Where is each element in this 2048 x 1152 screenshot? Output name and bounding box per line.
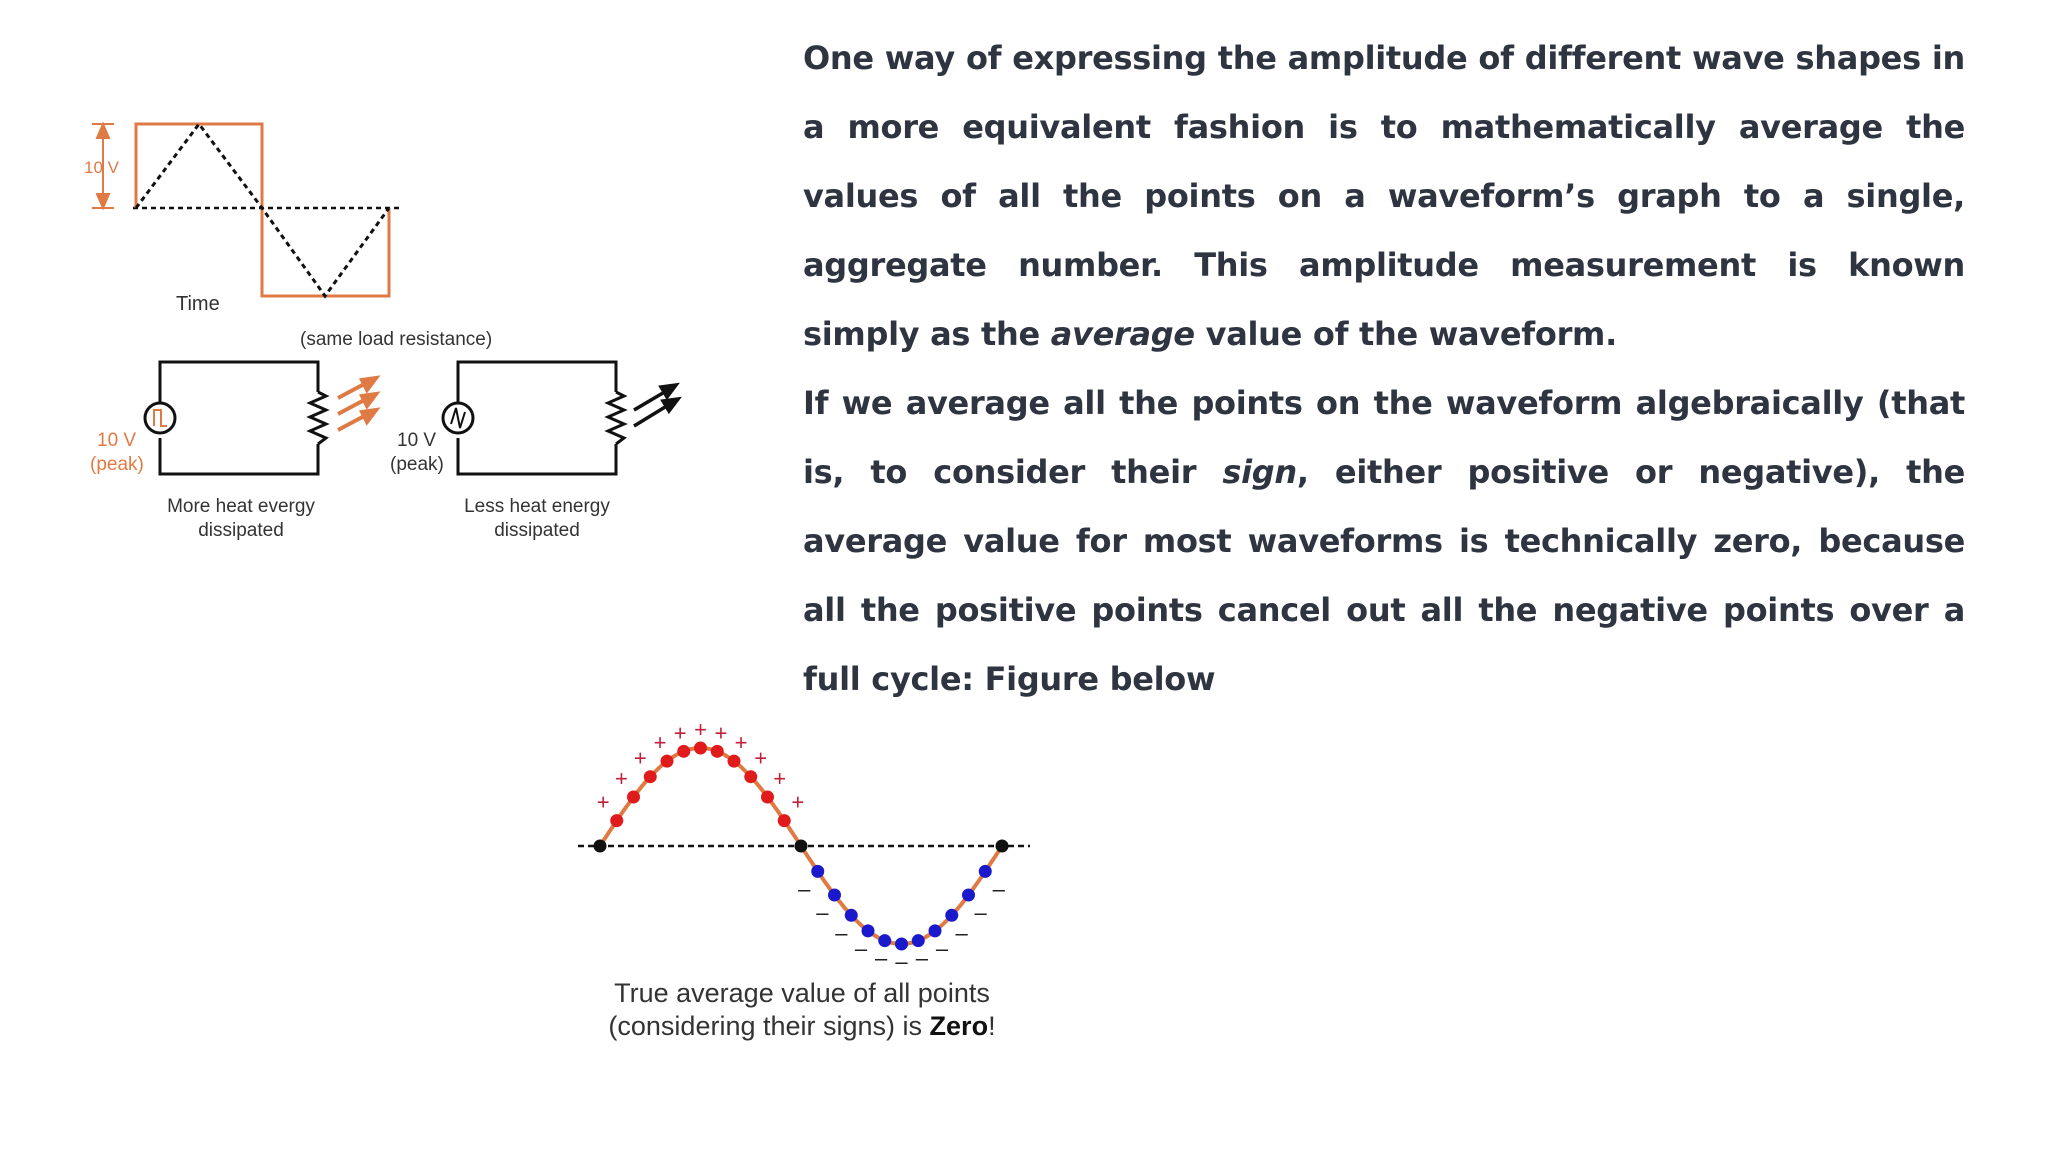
negative-point [962, 889, 975, 902]
minus-sign: – [935, 935, 949, 961]
plus-sign: + [791, 789, 805, 815]
positive-point [728, 755, 741, 768]
positive-point [644, 770, 657, 783]
positive-point [627, 791, 640, 804]
paragraph-average-definition [803, 24, 1965, 369]
sine-average-diagram [560, 700, 1060, 1060]
right-resistor-icon [608, 392, 624, 444]
right-source-peak: (peak) [390, 454, 444, 475]
paragraph-1-text-end: value of the waveform. [1194, 315, 1617, 353]
left-caption-line2: dissipated [198, 520, 284, 541]
negative-point [979, 865, 992, 878]
minus-sign: – [974, 900, 987, 925]
sine-caption-line2 [608, 1011, 995, 1041]
zero-crossing-point [594, 840, 607, 853]
minus-sign: – [895, 949, 908, 974]
sine-caption-suffix: ! [988, 1011, 996, 1041]
paragraph-2-text: If we average all the points on the waveform algebraically (that is, to consider their [803, 384, 1965, 491]
plus-sign: + [596, 789, 610, 815]
plus-sign: + [694, 717, 707, 742]
sine-caption-line1: True average value of all points [614, 978, 990, 1008]
paragraph-2-text-end: , either positive or negative), the average value for most waveforms is technically zero, because all the positive points cancel out all the negative points over a full cycle: Figure below [803, 453, 1965, 698]
heat-arrows-orange-icon [338, 378, 376, 430]
minus-sign: – [816, 900, 829, 925]
right-caption-line2: dissipated [494, 520, 580, 541]
heat-arrows-black-icon [634, 385, 678, 426]
minus-sign: – [992, 876, 1005, 902]
right-circuit [443, 362, 678, 474]
plus-sign: + [614, 766, 628, 791]
right-source-voltage: 10 V [397, 430, 437, 451]
time-label: Time [176, 293, 220, 315]
left-caption-line1: More heat evergy [167, 496, 315, 517]
left-circuit [145, 362, 376, 474]
plus-sign: + [633, 745, 647, 771]
minus-sign: – [835, 920, 848, 946]
positive-point [711, 745, 724, 758]
minus-sign: – [854, 935, 868, 961]
positive-point [677, 745, 690, 758]
positive-point [610, 814, 623, 827]
zero-crossing-point [795, 840, 808, 853]
positive-point [694, 742, 707, 755]
negative-point [828, 889, 841, 902]
left-source-peak: (peak) [90, 454, 144, 475]
body-text [803, 24, 1965, 714]
zero-crossing-point [996, 840, 1009, 853]
power-comparison-diagram [70, 100, 690, 560]
minus-sign: – [798, 876, 811, 902]
plus-sign: + [714, 720, 728, 746]
sine-caption-prefix: (considering their signs) is [608, 1011, 930, 1041]
left-resistor-icon [310, 392, 326, 444]
amplitude-label: 10 V [84, 158, 119, 177]
plus-sign: + [754, 745, 768, 771]
plus-sign: + [734, 730, 748, 756]
average-emphasis: average [1050, 315, 1195, 353]
plus-sign: + [673, 720, 687, 746]
positive-point [761, 791, 774, 804]
sign-emphasis: sign [1222, 453, 1297, 491]
minus-sign: – [915, 945, 928, 971]
positive-point [661, 755, 674, 768]
positive-point [778, 814, 791, 827]
plus-sign: + [773, 766, 787, 791]
zero-emphasis: Zero [929, 1011, 989, 1041]
minus-sign: – [955, 920, 968, 946]
same-load-label: (same load resistance) [300, 329, 493, 350]
plus-sign: + [653, 730, 667, 756]
minus-sign: – [875, 945, 888, 971]
positive-point [744, 770, 757, 783]
paragraph-1-text: One way of expressing the amplitude of different wave shapes in a more equivalent fashion is to mathematically average the values of all the points on a waveform’s graph to a single, aggregate number. This amplitude measurement is known simply as the [803, 39, 1965, 353]
paragraph-algebraic-average [803, 369, 1965, 714]
negative-point [811, 865, 824, 878]
right-caption-line1: Less heat energy [464, 496, 610, 517]
left-source-voltage: 10 V [97, 430, 137, 451]
